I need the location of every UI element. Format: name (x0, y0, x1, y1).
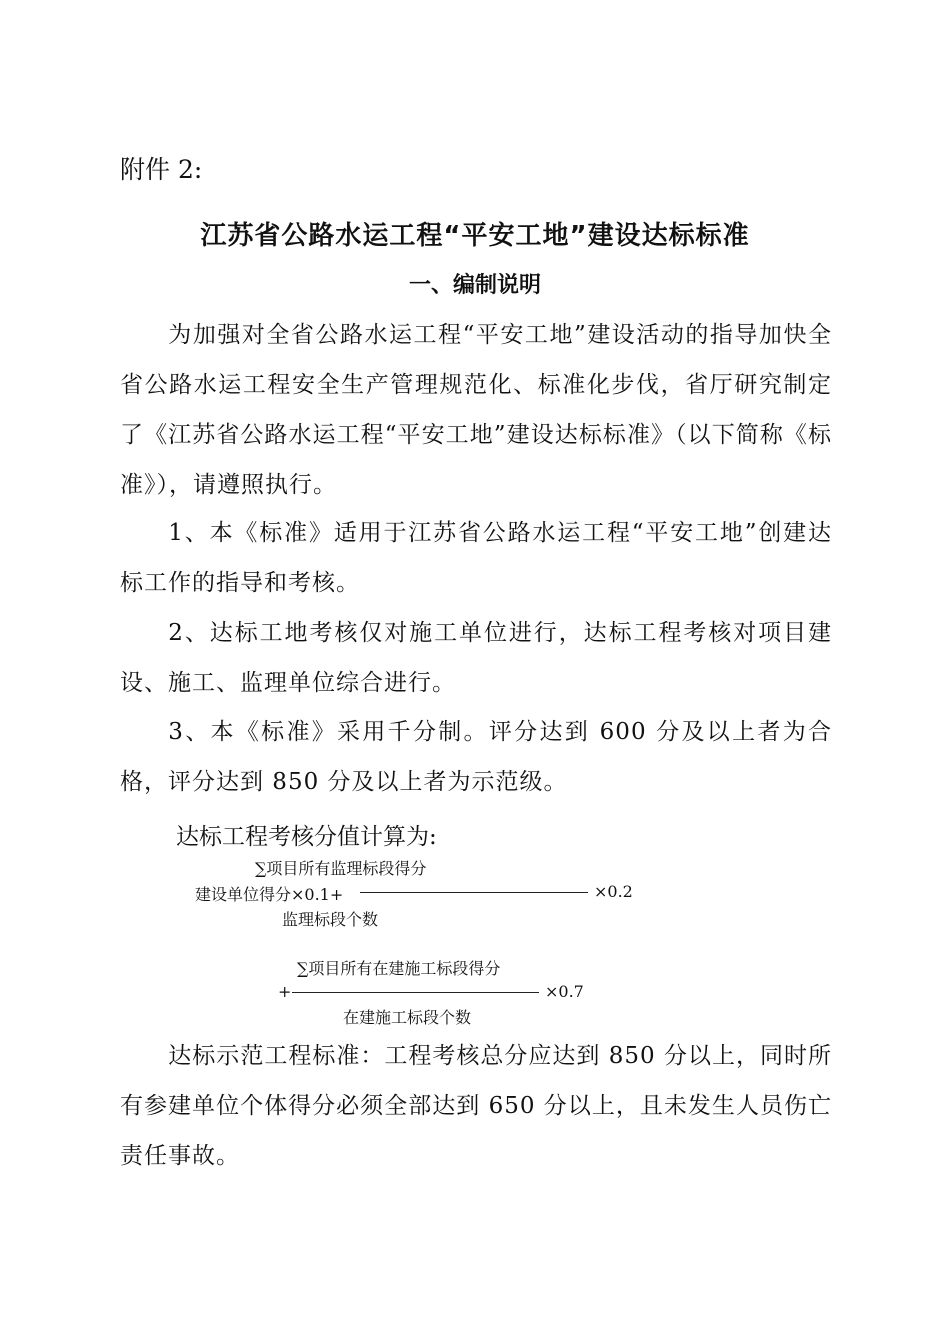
formula-1-prefix: 建设单位得分×0.1+ (195, 885, 344, 904)
formula-2-prefix: + (278, 982, 292, 1001)
formula-2-numerator: ∑项目所有在建施工标段得分 (297, 959, 501, 978)
formula-2-denominator: 在建施工标段个数 (343, 1008, 472, 1027)
demo-standard-paragraph: 达标示范工程标准：工程考核总分应达到 850 分以上，同时所有参建单位个体得分必须全部达到 650 分以上，且未发生人员伤亡责任事故。 (120, 1043, 832, 1169)
formula-2-fraction-bar (292, 992, 539, 993)
formula-1-suffix: ×0.2 (594, 882, 633, 901)
formula-1-numerator: ∑项目所有监理标段得分 (255, 859, 427, 878)
item-2-paragraph: 2、达标工地考核仅对施工单位进行，达标工程考核对项目建设、施工、监理单位综合进行。 (120, 620, 832, 696)
section-heading: 一、编制说明 (408, 273, 541, 298)
item-3-paragraph: 3、本《标准》采用千分制。评分达到 600 分及以上者为合格，评分达到 850 分及以上者为示范级。 (120, 719, 832, 795)
annex-label: 附件 2: (120, 155, 203, 184)
item-1-paragraph: 1、本《标准》适用于江苏省公路水运工程“平安工地”创建达标工作的指导和考核。 (120, 520, 832, 596)
calc-label: 达标工程考核分值计算为: (176, 824, 437, 850)
formula-2-suffix: ×0.7 (545, 982, 584, 1001)
document-title: 江苏省公路水运工程“平安工地”建设达标标准 (200, 221, 750, 251)
formula-1-denominator: 监理标段个数 (282, 910, 379, 929)
intro-paragraph: 为加强对全省公路水运工程“平安工地”建设活动的指导加快全省公路水运工程安全生产管理规范化、标准化步伐，省厅研究制定了《江苏省公路水运工程“平安工地”建设达标标准》（以下简称《标准》），请遵照执行。 (120, 322, 832, 498)
formula-1-fraction-bar (360, 892, 588, 893)
